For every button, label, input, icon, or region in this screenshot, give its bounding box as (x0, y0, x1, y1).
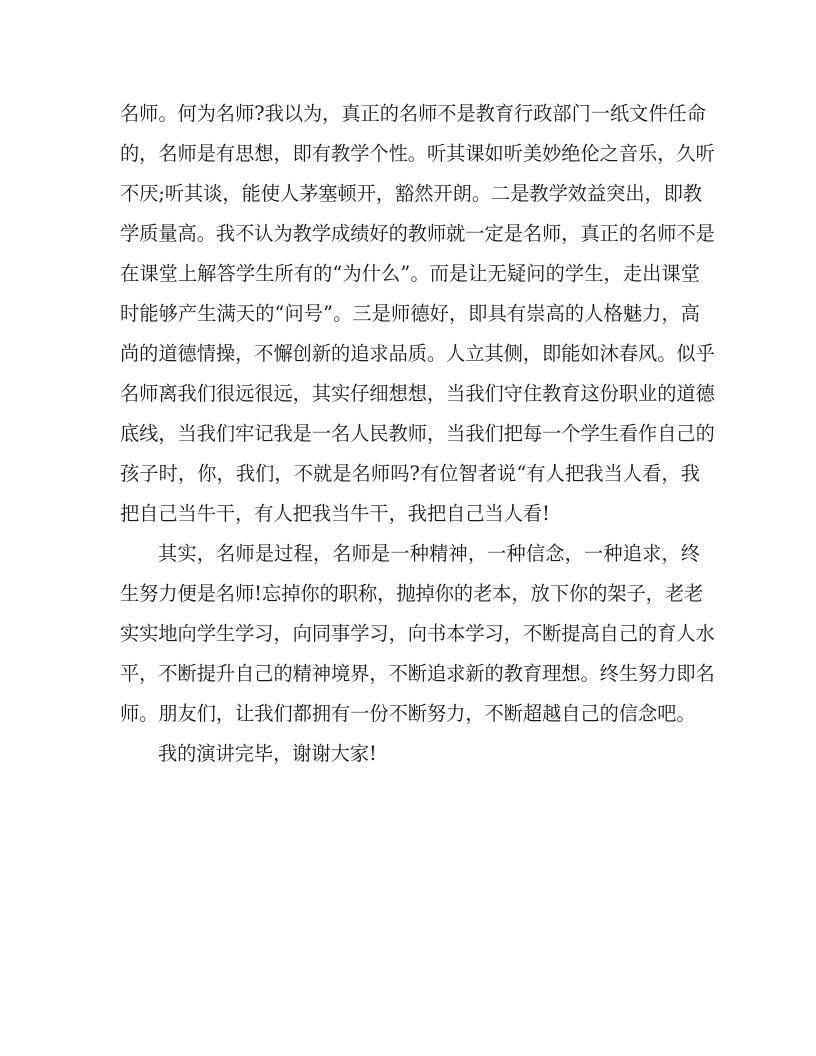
text-line: 平，不断提升自己的精神境界，不断追求新的教育理想。终生努力即名 (120, 662, 715, 685)
text-line: 尚的道德情操，不懈创新的追求品质。人立其侧，即能如沐春风。似乎 (120, 342, 715, 365)
text-line: 孩子时，你，我们，不就是名师吗?有位智者说“有人把我当人看，我 (120, 462, 700, 485)
paragraph-1 (120, 94, 715, 534)
paragraph-3 (120, 734, 700, 774)
text-line: 的，名师是有思想，即有教学个性。听其课如听美妙绝伦之音乐，久听 (120, 142, 715, 165)
text-line: 把自己当牛干，有人把我当牛干，我把自己当人看! (120, 502, 550, 525)
text-line: 不厌;听其谈，能使人茅塞顿开，豁然开朗。二是教学效益突出，即教 (120, 182, 703, 205)
text-line: 师。朋友们，让我们都拥有一份不断努力，不断超越自己的信念吧。 (120, 702, 696, 725)
text-line: 在课堂上解答学生所有的“为什么”。而是让无疑问的学生，走出课堂 (120, 262, 700, 285)
text-line: 实实地向学生学习，向同事学习，向书本学习，不断提高自己的育人水 (120, 622, 715, 645)
text-line: 学质量高。我不认为教学成绩好的教师就一定是名师，真正的名师不是 (120, 222, 715, 245)
text-line: 生努力便是名师!忘掉你的职称，抛掉你的老本，放下你的架子，老老 (120, 582, 704, 605)
text-line: 名师。何为名师?我以为，真正的名师不是教育行政部门一纸文件任命 (120, 102, 706, 125)
text-line: 底线，当我们牢记我是一名人民教师，当我们把每一个学生看作自己的 (120, 422, 715, 445)
speech-text (120, 94, 715, 774)
text-line: 我的演讲完毕，谢谢大家! (158, 742, 377, 765)
text-line: 其实，名师是过程，名师是一种精神，一种信念，一种追求，终 (158, 542, 700, 565)
text-line: 名师离我们很远很远，其实仔细想想，当我们守住教育这份职业的道德 (120, 382, 715, 405)
paragraph-2 (120, 534, 715, 734)
text-line: 时能够产生满天的“问号”。三是师德好，即具有崇高的人格魅力，高 (120, 302, 700, 325)
